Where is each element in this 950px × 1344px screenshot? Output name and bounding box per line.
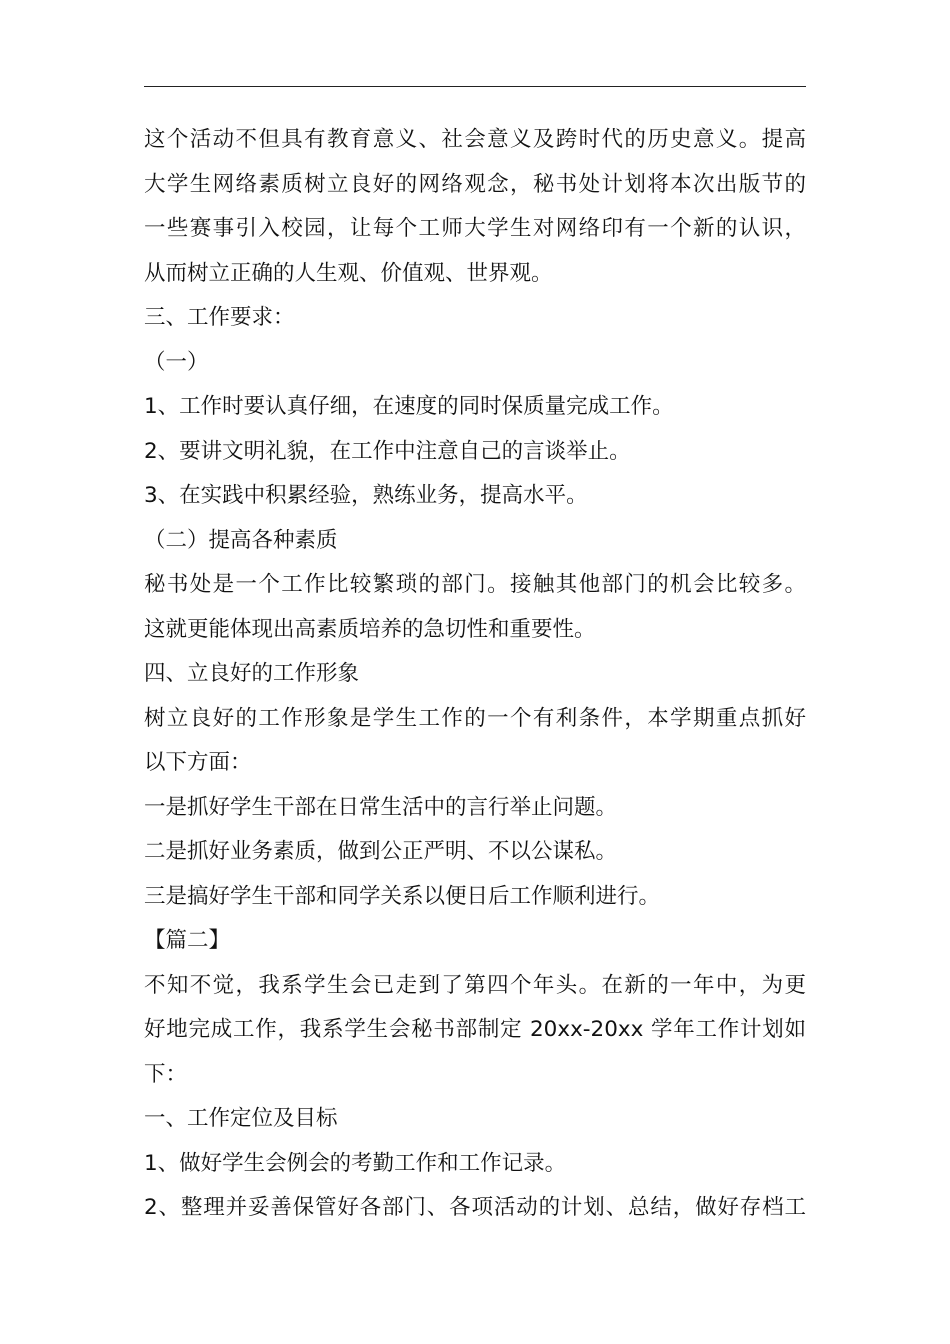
paragraph-line: 这个活动不但具有教育意义、社会意义及跨时代的历史意义。提高 (144, 127, 806, 152)
paragraph-line: 一些赛事引入校园，让每个工师大学生对网络印有一个新的认识， (144, 216, 806, 241)
section-heading: 三、工作要求： (144, 305, 295, 330)
paragraph-line: 下： (144, 1061, 188, 1087)
document-body (144, 118, 806, 1231)
paragraph-line: 以下方面： (144, 750, 252, 775)
paragraph-line: 不知不觉，我系学生会已走到了第四个年头。在新的一年中，为更 (144, 972, 806, 998)
subsection-heading: （一） (144, 349, 209, 375)
paragraph-line: 好地完成工作，我系学生会秘书部制定 20xx-20xx 学年工作计划如 (144, 1017, 806, 1042)
list-item: 一是抓好学生干部在日常生活中的言行举止问题。 (144, 794, 618, 820)
header-rule (144, 86, 806, 87)
paragraph-line: 大学生网络素质树立良好的网络观念，秘书处计划将本次出版节的 (144, 171, 806, 197)
part-heading: 【篇二】 (144, 928, 231, 953)
section-heading: 一、工作定位及目标 (144, 1106, 338, 1131)
paragraph-line: 树立良好的工作形象是学生工作的一个有利条件，本学期重点抓好 (144, 705, 806, 731)
list-item: 2、整理并妥善保管好各部门、各项活动的计划、总结，做好存档工 (144, 1195, 806, 1220)
list-item: 3、在实践中积累经验，熟练业务，提高水平。 (144, 483, 588, 508)
paragraph-line: 从而树立正确的人生观、价值观、世界观。 (144, 260, 553, 286)
list-item: 三是搞好学生干部和同学关系以便日后工作顺利进行。 (144, 883, 661, 909)
list-item: 1、做好学生会例会的考勤工作和工作记录。 (144, 1150, 567, 1176)
list-item: 2、要讲文明礼貌，在工作中注意自己的言谈举止。 (144, 438, 631, 464)
section-heading: 四、立良好的工作形象 (144, 661, 360, 686)
paragraph-line: 秘书处是一个工作比较繁琐的部门。接触其他部门的机会比较多。 (144, 572, 806, 597)
paragraph-line: 这就更能体现出高素质培养的急切性和重要性。 (144, 616, 596, 642)
list-item: 1、工作时要认真仔细，在速度的同时保质量完成工作。 (144, 394, 674, 419)
subsection-heading: （二）提高各种素质 (144, 527, 338, 553)
list-item: 二是抓好业务素质，做到公正严明、不以公谋私。 (144, 839, 618, 864)
